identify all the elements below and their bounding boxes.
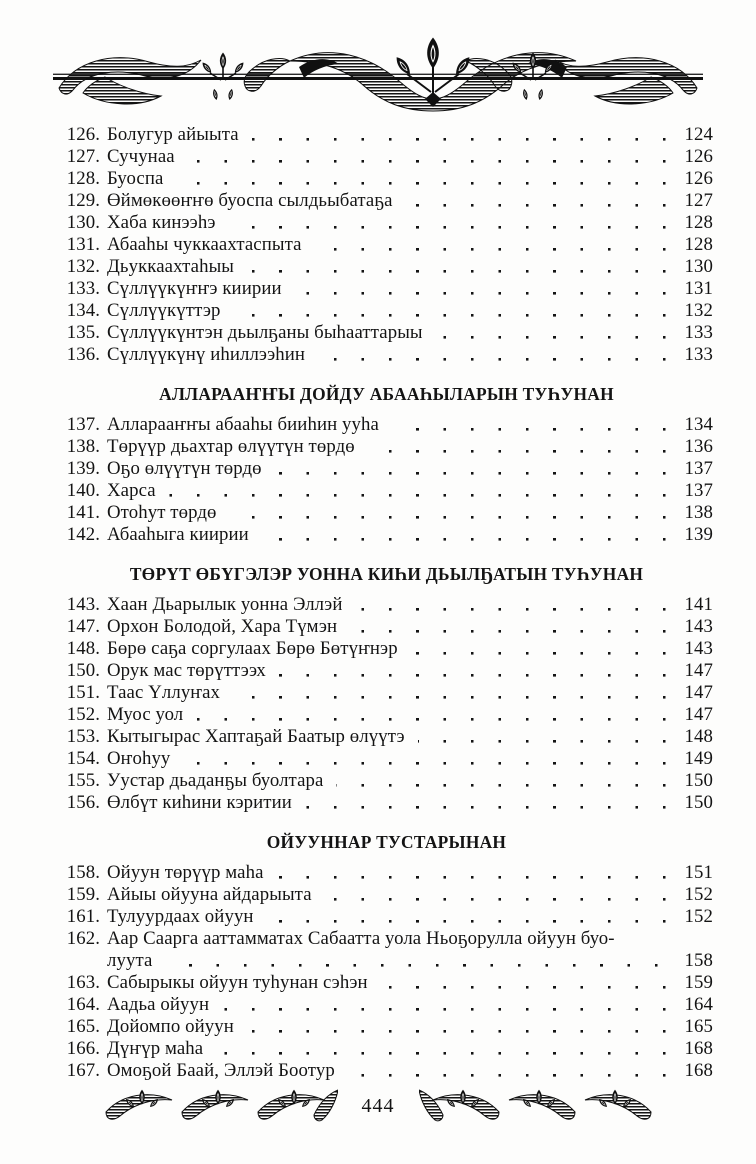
entry-title: Дойомпо ойуун: [107, 1016, 247, 1038]
toc-entry: [60, 770, 713, 792]
entry-title: Сүллүүкүҥҥэ киирии: [107, 278, 295, 300]
entry-page-number: 130: [669, 256, 713, 278]
entry-number: 143.: [60, 594, 100, 616]
entry-number: 141.: [60, 502, 100, 524]
entry-title: Айыы ойууна айдарыыта: [107, 884, 325, 906]
toc-entry: [60, 1038, 713, 1060]
toc-entry: [60, 928, 713, 950]
entry-title: Хаан Дьарылык уонна Эллэй: [107, 594, 355, 616]
entry-page-number: 134: [669, 414, 713, 436]
toc-entry: [60, 862, 713, 884]
toc-entry: [60, 748, 713, 770]
toc-entry: [60, 124, 713, 146]
toc-entry: [60, 146, 713, 168]
toc-entry: [60, 480, 713, 502]
entry-number: 136.: [60, 344, 100, 366]
entry-page-number: 139: [669, 524, 713, 546]
entry-title: Харса: [107, 480, 169, 502]
entry-number: 156.: [60, 792, 100, 814]
entry-title: Омоҕой Баай, Эллэй Боотур: [107, 1060, 348, 1082]
entry-number: 147.: [60, 616, 100, 638]
floral-swash-left-icon: [102, 1088, 338, 1124]
entry-page-number: 149: [669, 748, 713, 770]
entry-number: 137.: [60, 414, 100, 436]
entry-number: 134.: [60, 300, 100, 322]
entry-page-number: 131: [669, 278, 713, 300]
toc-entry: [60, 972, 713, 994]
entry-page-number: 133: [669, 344, 713, 366]
toc-entry: [60, 278, 713, 300]
toc-entry: [60, 524, 713, 546]
entry-title: Отоһут төрдө: [107, 502, 230, 524]
entry-title: Абааһыга киирии: [107, 524, 262, 546]
entry-page-number: 164: [669, 994, 713, 1016]
entry-page-number: 143: [669, 616, 713, 638]
entry-page-number: 150: [669, 792, 713, 814]
entry-page-number: 137: [669, 480, 713, 502]
entry-title: Тулуурдаах ойуун: [107, 906, 267, 928]
toc-entry: [60, 704, 713, 726]
toc-entry: [60, 436, 713, 458]
entry-number: 151.: [60, 682, 100, 704]
entry-page-number: 147: [669, 704, 713, 726]
entry-title: Оҥоһуу: [107, 748, 183, 770]
entry-number: 131.: [60, 234, 100, 256]
entry-number: 129.: [60, 190, 100, 212]
entry-number: 153.: [60, 726, 100, 748]
entry-page-number: 137: [669, 458, 713, 480]
entry-title: Төрүүр дьахтар өлүүтүн төрдө: [107, 436, 368, 458]
entry-number: 150.: [60, 660, 100, 682]
section-heading: ОЙУУННАР ТУСТАРЫНАН: [266, 832, 507, 852]
entry-title: Дүҥүр маһа: [107, 1038, 216, 1060]
entry-page-number: 143: [669, 638, 713, 660]
entry-title-wrap: луута: [107, 950, 165, 972]
toc-entry: [60, 458, 713, 480]
entry-number: 135.: [60, 322, 100, 344]
entry-page-number: 141: [669, 594, 713, 616]
entry-number: 167.: [60, 1060, 100, 1082]
toc-entry: [60, 994, 713, 1016]
entry-title: Уустар дьаданҕы буолтара: [107, 770, 336, 792]
toc-entry: [60, 168, 713, 190]
toc-entry: [60, 884, 713, 906]
toc-entry: [60, 726, 713, 748]
entry-title: Муос уол: [107, 704, 196, 726]
toc-sections: [60, 124, 713, 1082]
entry-title: Кытыгырас Хаптаҕай Баатыр өлүүтэ: [107, 726, 418, 748]
floral-ribbon-ornament-icon: [53, 36, 703, 116]
toc-entry: [60, 906, 713, 928]
entry-title: Дьуккаахтаһыы: [107, 256, 247, 278]
toc-entry: [60, 190, 713, 212]
entry-page-number: 147: [669, 660, 713, 682]
entry-number: 127.: [60, 146, 100, 168]
entry-title: Таас Үллуҥах: [107, 682, 233, 704]
entry-page-number: 150: [669, 770, 713, 792]
entry-number: 155.: [60, 770, 100, 792]
entry-title: Аар Саарга ааттамматах Сабаатта уола Ньоҕорулла ойуун буо-: [107, 928, 628, 950]
entry-number: 148.: [60, 638, 100, 660]
entry-page-number: 128: [669, 212, 713, 234]
toc-entry: [60, 594, 713, 616]
toc-entry-continuation: [107, 950, 713, 972]
entry-title: Ойуун төрүүр маһа: [107, 862, 277, 884]
entry-number: 128.: [60, 168, 100, 190]
toc-entry: [60, 682, 713, 704]
entry-title: Бөрө саҕа соргулаах Бөрө Бөтүҥнэр: [107, 638, 411, 660]
entry-page-number: 152: [669, 906, 713, 928]
entry-number: 158.: [60, 862, 100, 884]
entry-page-number: 133: [669, 322, 713, 344]
entry-page-number: 132: [669, 300, 713, 322]
entry-number: 152.: [60, 704, 100, 726]
entry-title: Буоспа: [107, 168, 176, 190]
entry-page-number: 168: [669, 1060, 713, 1082]
entry-title: Хаба кинээһэ: [107, 212, 229, 234]
toc-entry: [60, 792, 713, 814]
toc-entry: [60, 1060, 713, 1082]
entry-title: Сүллүүкүттэр: [107, 300, 234, 322]
entry-page-number: 136: [669, 436, 713, 458]
entry-page-number: 127: [669, 190, 713, 212]
floral-swash-right-icon: [419, 1088, 655, 1124]
entry-number: 161.: [60, 906, 100, 928]
toc-entry: [60, 660, 713, 682]
entry-number: 166.: [60, 1038, 100, 1060]
section-heading: АЛЛАРААҤҤЫ ДОЙДУ АБААҺЫЛАРЫН ТУҺУНАН: [159, 384, 614, 404]
toc-entry: [60, 1016, 713, 1038]
toc-entry: [60, 256, 713, 278]
entry-page-number: 148: [669, 726, 713, 748]
entry-page-number: 124: [669, 124, 713, 146]
entry-page-number: 168: [669, 1038, 713, 1060]
entry-title: Сүллүүкүнү иһиллээһин: [107, 344, 318, 366]
entry-page-number: 165: [669, 1016, 713, 1038]
entry-title: Орук мас төрүттээх: [107, 660, 279, 682]
toc-entry: [60, 300, 713, 322]
entry-number: 142.: [60, 524, 100, 546]
entry-number: 132.: [60, 256, 100, 278]
entry-page-number: 159: [669, 972, 713, 994]
entry-number: 159.: [60, 884, 100, 906]
entry-title: Өймөкөөҥҥө буоспа сылдьыбатаҕа: [107, 190, 406, 212]
entry-number: 154.: [60, 748, 100, 770]
toc-entry: [60, 344, 713, 366]
entry-page-number: 126: [669, 146, 713, 168]
toc-entry: [60, 414, 713, 436]
section-heading: ТӨРҮТ ӨБҮГЭЛЭР УОННА КИҺИ ДЬЫЛҔАТЫН ТУҺУНАН: [129, 564, 644, 584]
entry-number: 162.: [60, 928, 100, 950]
entry-page-number: 152: [669, 884, 713, 906]
entry-number: 163.: [60, 972, 100, 994]
entry-number: 164.: [60, 994, 100, 1016]
entry-page-number: 128: [669, 234, 713, 256]
toc-entry: [60, 212, 713, 234]
entry-page-number: 151: [669, 862, 713, 884]
entry-title: Болугур айыыта: [107, 124, 252, 146]
entry-title: Өлбүт киһини кэритии: [107, 792, 305, 814]
entry-number: 126.: [60, 124, 100, 146]
entry-page-number: 138: [669, 502, 713, 524]
toc-entry: [60, 322, 713, 344]
entry-title: Сабырыкы ойуун туһунан сэһэн: [107, 972, 381, 994]
entry-page-number: 126: [669, 168, 713, 190]
entry-page-number: 158: [669, 950, 713, 972]
entry-title: Алларааҥҥы абааһы бииһин ууһа: [107, 414, 392, 436]
entry-title: Аадьа ойуун: [107, 994, 222, 1016]
toc-entry: [60, 638, 713, 660]
entry-page-number: 147: [669, 682, 713, 704]
entry-title: Сучунаа: [107, 146, 188, 168]
entry-number: 130.: [60, 212, 100, 234]
entry-title: Орхон Болодой, Хара Түмэн: [107, 616, 350, 638]
entry-number: 140.: [60, 480, 100, 502]
entry-number: 139.: [60, 458, 100, 480]
toc-entry: [60, 234, 713, 256]
folio-page-number: 444: [361, 1095, 395, 1117]
entry-number: 133.: [60, 278, 100, 300]
toc-entry: [60, 502, 713, 524]
entry-number: 138.: [60, 436, 100, 458]
entry-title: Абааһы чуккаахтаспыта: [107, 234, 315, 256]
entry-title: Оҕо өлүүтүн төрдө: [107, 458, 275, 480]
entry-title: Сүллүүкүнтэн дьылҕаны быһааттарыы: [107, 322, 436, 344]
page-footer: [0, 1088, 756, 1124]
toc-entry: [60, 616, 713, 638]
entry-number: 165.: [60, 1016, 100, 1038]
